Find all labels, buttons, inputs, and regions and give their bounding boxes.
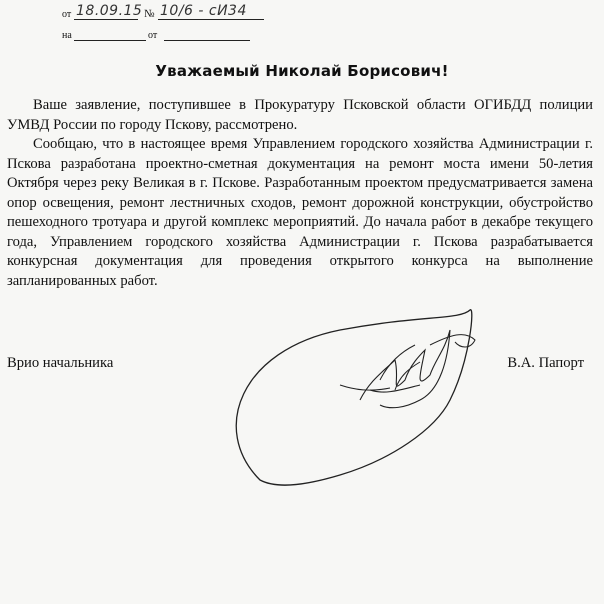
reference-line-outgoing	[62, 0, 262, 24]
paragraph: Сообщаю, что в настоящее время Управлением городского хозяйства Администрации г. Пскова разработана проектно-сметная документация на ремонт моста имени 50-летия Октября через реку Великая в г. Пскове. Разработанным проектом предусматривается замена опор освещения, ремонт лестничных сходов, ремонт дорожной конструкции, обустройство пешеходного тротуара и другой комплекс мероприятий. До начала работ в декабре текущего года, Управлением городского хозяйства Администрации г. Пскова разрабатывается конкурсная документация для проведения открытого конкурса на выполнение запланированных работ.	[7, 136, 593, 289]
greeting: Уважаемый Николай Борисович!	[155, 62, 449, 80]
incoming-number-blank	[74, 40, 146, 41]
outgoing-number: 10/6 - сИ34	[158, 3, 264, 20]
reference-line-incoming	[62, 24, 262, 44]
letter-body	[7, 96, 593, 291]
signer-name: В.А. Папорт	[507, 355, 584, 371]
signer-title: Врио начальника	[7, 355, 114, 371]
from-label: от	[62, 9, 72, 20]
on-label: на	[62, 30, 72, 41]
outgoing-date: 18.09.15	[76, 3, 143, 19]
incoming-date-blank	[164, 40, 250, 41]
signature-image	[220, 290, 510, 490]
number-label: №	[144, 8, 155, 20]
paragraph: Ваше заявление, поступившее в Прокуратуру Псковской области ОГИБДД полиции УМВД России по городу Пскову, рассмотрено.	[7, 97, 593, 133]
from-label-2: от	[148, 30, 158, 41]
